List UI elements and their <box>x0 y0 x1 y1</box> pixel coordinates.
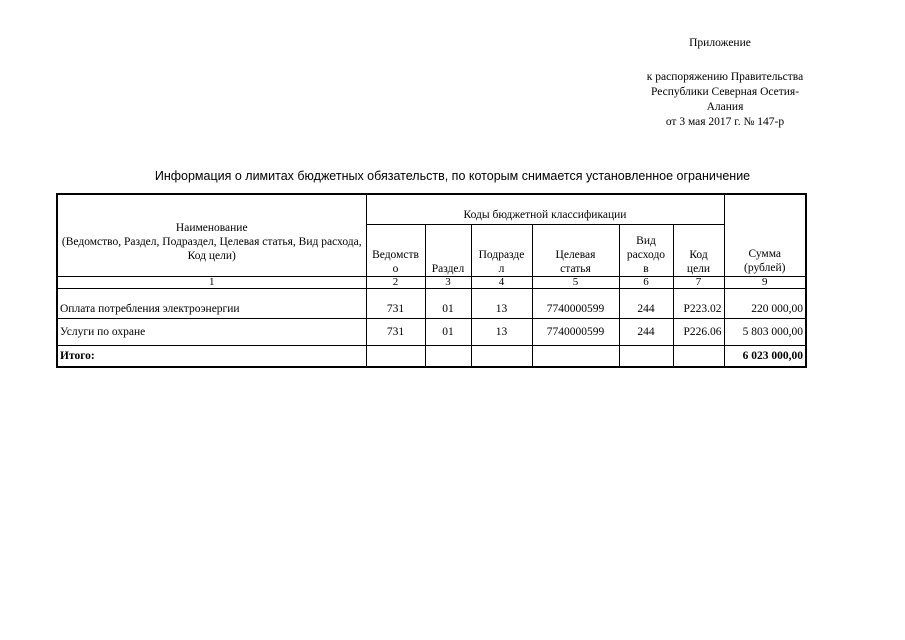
row-sum: 5 803 000,00 <box>724 318 806 345</box>
header-vedomstvo-line2: о <box>392 262 399 275</box>
table-row <box>57 288 806 318</box>
total-empty-cell <box>532 345 619 367</box>
total-sum: 6 023 000,00 <box>724 345 806 367</box>
header-codes-group: Коды бюджетной классификации <box>366 194 724 224</box>
header-target-line1: Целевая <box>555 248 596 261</box>
header-sum-line1: Сумма <box>748 247 782 260</box>
header-name-line2: (Ведомство, Раздел, Подраздел, Целевая статья, Вид расхода, Код цели) <box>61 236 362 263</box>
header-target <box>532 224 619 276</box>
header-sum-line2: (рублей) <box>744 261 786 274</box>
colnum-1: 1 <box>57 276 366 288</box>
row-vedomstvo: 731 <box>366 288 425 318</box>
header-sum-cell <box>724 194 806 276</box>
total-row <box>57 345 806 367</box>
row-code: P223.02 <box>673 288 724 318</box>
total-empty-cell <box>425 345 471 367</box>
row-podrazdel: 13 <box>471 288 532 318</box>
appendix-line-2: Республики Северная Осетия- <box>650 86 800 98</box>
header-podrazdel-line1: Подразде <box>478 248 525 261</box>
colnum-6: 6 <box>619 276 673 288</box>
header-name-cell <box>57 194 366 276</box>
header-code-line2: цели <box>686 262 711 275</box>
colnum-2: 2 <box>366 276 425 288</box>
appendix-line-1: к распоряжению Правительства <box>646 71 804 83</box>
total-empty-cell <box>366 345 425 367</box>
header-vid-line3: в <box>643 262 649 275</box>
total-empty-cell <box>673 345 724 367</box>
row-sum: 220 000,00 <box>724 288 806 318</box>
row-vid: 244 <box>619 318 673 345</box>
row-vid: 244 <box>619 288 673 318</box>
total-empty-cell <box>471 345 532 367</box>
header-podrazdel-line2: л <box>498 262 505 275</box>
budget-limits-table <box>56 193 807 368</box>
row-target: 7740000599 <box>532 318 619 345</box>
row-razdel: 01 <box>425 288 471 318</box>
header-vid <box>619 224 673 276</box>
total-empty-cell <box>619 345 673 367</box>
row-code: P226.06 <box>673 318 724 345</box>
row-vedomstvo: 731 <box>366 318 425 345</box>
header-code <box>673 224 724 276</box>
appendix-block <box>610 70 840 130</box>
row-podrazdel: 13 <box>471 318 532 345</box>
colnum-7: 7 <box>673 276 724 288</box>
header-razdel: Раздел <box>425 224 471 276</box>
colnum-4: 4 <box>471 276 532 288</box>
header-vedomstvo <box>366 224 425 276</box>
document-title: Информация о лимитах бюджетных обязательств, по которым снимается установленное ограничение <box>154 169 751 183</box>
table-row <box>57 318 806 345</box>
row-name: Услуги по охране <box>57 318 366 345</box>
header-vedomstvo-line1: Ведомств <box>372 248 419 261</box>
header-name-line1: Наименование <box>175 222 248 235</box>
header-podrazdel <box>471 224 532 276</box>
colnum-5: 5 <box>532 276 619 288</box>
row-target: 7740000599 <box>532 288 619 318</box>
row-razdel: 01 <box>425 318 471 345</box>
row-name: Оплата потребления электроэнергии <box>57 288 366 318</box>
header-vid-line1: Вид <box>636 234 656 247</box>
total-label: Итого: <box>57 345 366 367</box>
header-vid-line2: расходо <box>626 248 666 261</box>
colnum-9: 9 <box>724 276 806 288</box>
appendix-line-4: от 3 мая 2017 г. № 147-р <box>665 116 785 128</box>
header-code-line1: Код <box>689 248 708 261</box>
header-target-line2: статья <box>560 262 591 275</box>
appendix-title: Приложение <box>689 37 751 49</box>
appendix-line-3: Алания <box>706 101 744 113</box>
colnum-3: 3 <box>425 276 471 288</box>
